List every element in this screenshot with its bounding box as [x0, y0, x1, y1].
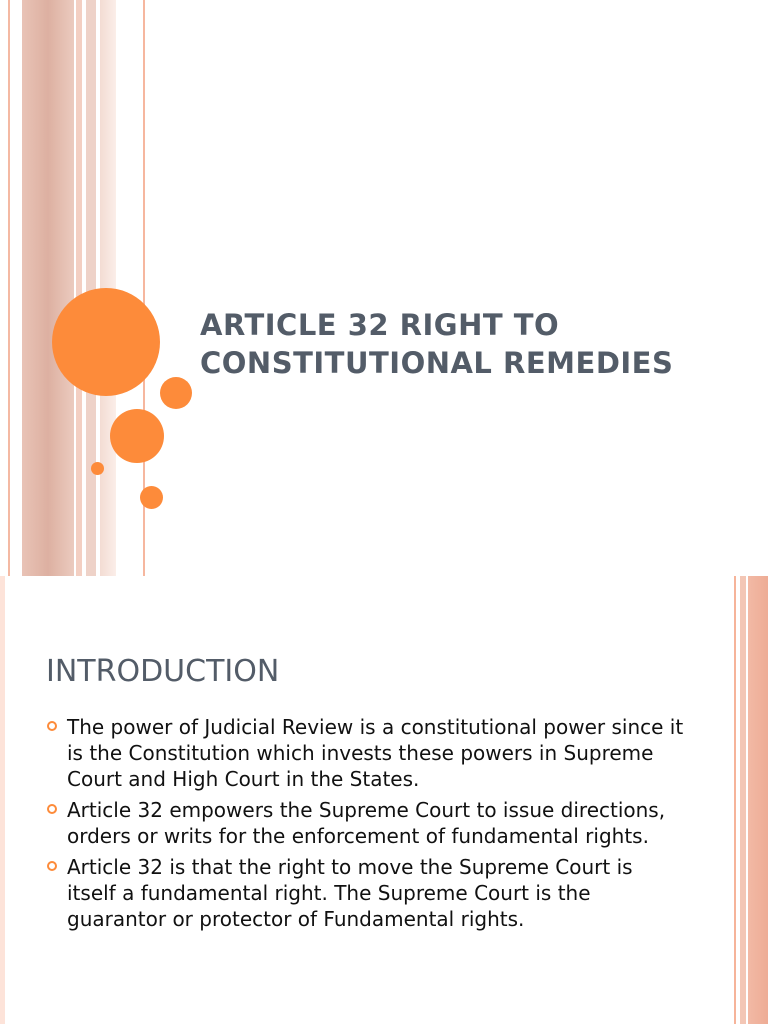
- decorative-circle: [140, 486, 163, 509]
- decorative-stripe: [748, 576, 768, 1024]
- bullet-text: Article 32 empowers the Supreme Court to issue directions, orders or writs for the enforcement of fundamental rights.: [67, 798, 666, 848]
- decorative-circle: [160, 377, 192, 409]
- decorative-stripe: [76, 0, 82, 576]
- decorative-circle: [52, 288, 160, 396]
- bullet-text: Article 32 is that the right to move the Supreme Court is itself a fundamental right. The Supreme Court is the guarantor or protector of Fundamental rights.: [67, 855, 633, 931]
- slide-title: ARTICLE 32 RIGHT TO CONSTITUTIONAL REMEDIES: [200, 308, 674, 380]
- decorative-stripe: [734, 576, 736, 1024]
- content-slide: [0, 576, 768, 1024]
- ring-bullet-icon: [47, 804, 57, 814]
- decorative-circle: [110, 409, 164, 463]
- list-item: [46, 797, 686, 849]
- decorative-stripe: [86, 0, 96, 576]
- bullet-text: The power of Judicial Review is a constitutional power since it is the Constitution which invests these powers in Supreme Court and High Court in the States.: [67, 715, 684, 791]
- ring-bullet-icon: [47, 721, 57, 731]
- bullet-list: [46, 714, 686, 937]
- decorative-stripe: [22, 0, 74, 576]
- decorative-stripe: [0, 576, 5, 1024]
- decorative-stripe: [740, 576, 746, 1024]
- slide-heading: INTRODUCTION: [46, 654, 280, 689]
- ring-bullet-icon: [47, 861, 57, 871]
- decorative-circle: [91, 462, 104, 475]
- list-item: [46, 854, 686, 932]
- list-item: [46, 714, 686, 792]
- decorative-stripe: [8, 0, 10, 576]
